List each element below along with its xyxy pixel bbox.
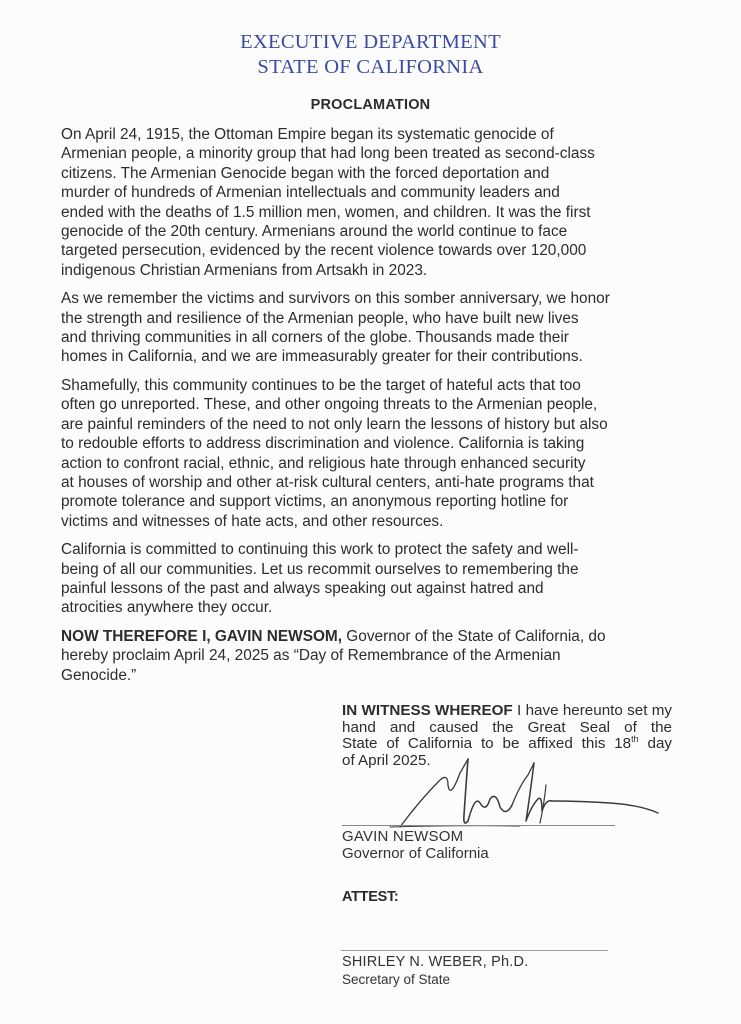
document-title: PROCLAMATION (310, 97, 431, 113)
secretary-of-state-title: Secretary of State (342, 972, 451, 987)
text-line: painful lessons of the past and always speaking out against hatred and (61, 579, 544, 597)
text-line (342, 736, 672, 753)
paragraph-4 (61, 540, 701, 618)
text-line: indigenous Christian Armenians from Artsakh in 2023. (61, 261, 428, 279)
paragraph-3 (61, 376, 701, 531)
text-line: Genocide.” (61, 666, 137, 684)
text-line (342, 703, 672, 720)
paragraph-1 (61, 125, 701, 280)
text-fragment: I have hereunto set my (512, 702, 673, 719)
proclamation-statement (61, 627, 701, 685)
text-line: the strength and resilience of the Armenian people, who have built new lives (61, 309, 579, 327)
text-line: homes in California, and we are immeasurably greater for their contributions. (61, 348, 583, 366)
text-line: murder of hundreds of Armenian intellectuals and community leaders and (61, 184, 560, 202)
text-line: California is committed to continuing this work to protect the safety and well- (61, 541, 579, 559)
text-line (61, 627, 701, 646)
text-line: action to confront racial, ethnic, and religious hate through enhanced security (61, 454, 586, 472)
text-line: of April 2025. (342, 751, 431, 769)
letterhead-line-2: STATE OF CALIFORNIA (257, 56, 484, 78)
governor-name: GAVIN NEWSOM (342, 828, 464, 845)
text-line: are painful reminders of the need to not only learn the lessons of history but also (61, 415, 608, 433)
proclamation-lead: NOW THEREFORE I, GAVIN NEWSOM, (61, 627, 343, 645)
text-line: Shamefully, this community continues to be the target of hateful acts that too (61, 376, 581, 394)
text-line: ended with the deaths of 1.5 million men, women, and children. It was the first (61, 203, 591, 221)
secretary-of-state-name: SHIRLEY N. WEBER, Ph.D. (342, 954, 529, 970)
text-fragment: Governor of the State of California, do (342, 627, 606, 645)
text-line: being of all our communities. Let us recommit ourselves to remembering the (61, 560, 579, 578)
signature-icon (340, 751, 670, 835)
text-line: atrocities anywhere they occur. (61, 599, 273, 617)
text-line: often go unreported. These, and other ongoing threats to the Armenian people, (61, 396, 598, 414)
text-line: and thriving communities in all corners of the globe. Thousands made their (61, 329, 569, 347)
text-line: As we remember the victims and survivors on this somber anniversary, we honor (61, 290, 610, 308)
paragraph-2 (61, 289, 701, 367)
text-line: Armenian people, a minority group that had long been treated as second-class (61, 145, 595, 163)
text-line: promote tolerance and support victims, an anonymous reporting hotline for (61, 493, 569, 511)
letterhead (0, 30, 741, 80)
witness-lead: IN WITNESS WHEREOF (342, 702, 513, 719)
attest-label: ATTEST: (342, 889, 399, 905)
text-line: hereby proclaim April 24, 2025 as “Day of Remembrance of the Armenian (61, 647, 561, 665)
text-line: On April 24, 1915, the Ottoman Empire began its systematic genocide of (61, 126, 554, 143)
text-line: genocide of the 20th century. Armenians around the world continue to face (61, 223, 568, 241)
letterhead-line-1: EXECUTIVE DEPARTMENT (240, 31, 501, 53)
governor-title: Governor of California (342, 845, 489, 862)
text-line: to redouble efforts to address discrimination and violence. California is taking (61, 435, 585, 453)
text-line: hand and caused the Great Seal of the (342, 718, 672, 736)
text-line: at houses of worship and other at-risk cultural centers, anti-hate programs that (61, 473, 594, 491)
text-line: targeted persecution, evidenced by the recent violence towards over 120,000 (61, 242, 587, 260)
text-fragment: State of California to be affixed this 18 (342, 735, 632, 753)
signature-line (342, 825, 615, 826)
attest-signature-line (341, 950, 608, 951)
text-line: citizens. The Armenian Genocide began with the forced deportation and (61, 164, 550, 182)
proclamation-body (61, 125, 701, 694)
text-line: victims and witnesses of hate acts, and other resources. (61, 512, 444, 530)
ordinal-suffix: th (631, 734, 639, 745)
text-fragment: day (638, 735, 672, 753)
